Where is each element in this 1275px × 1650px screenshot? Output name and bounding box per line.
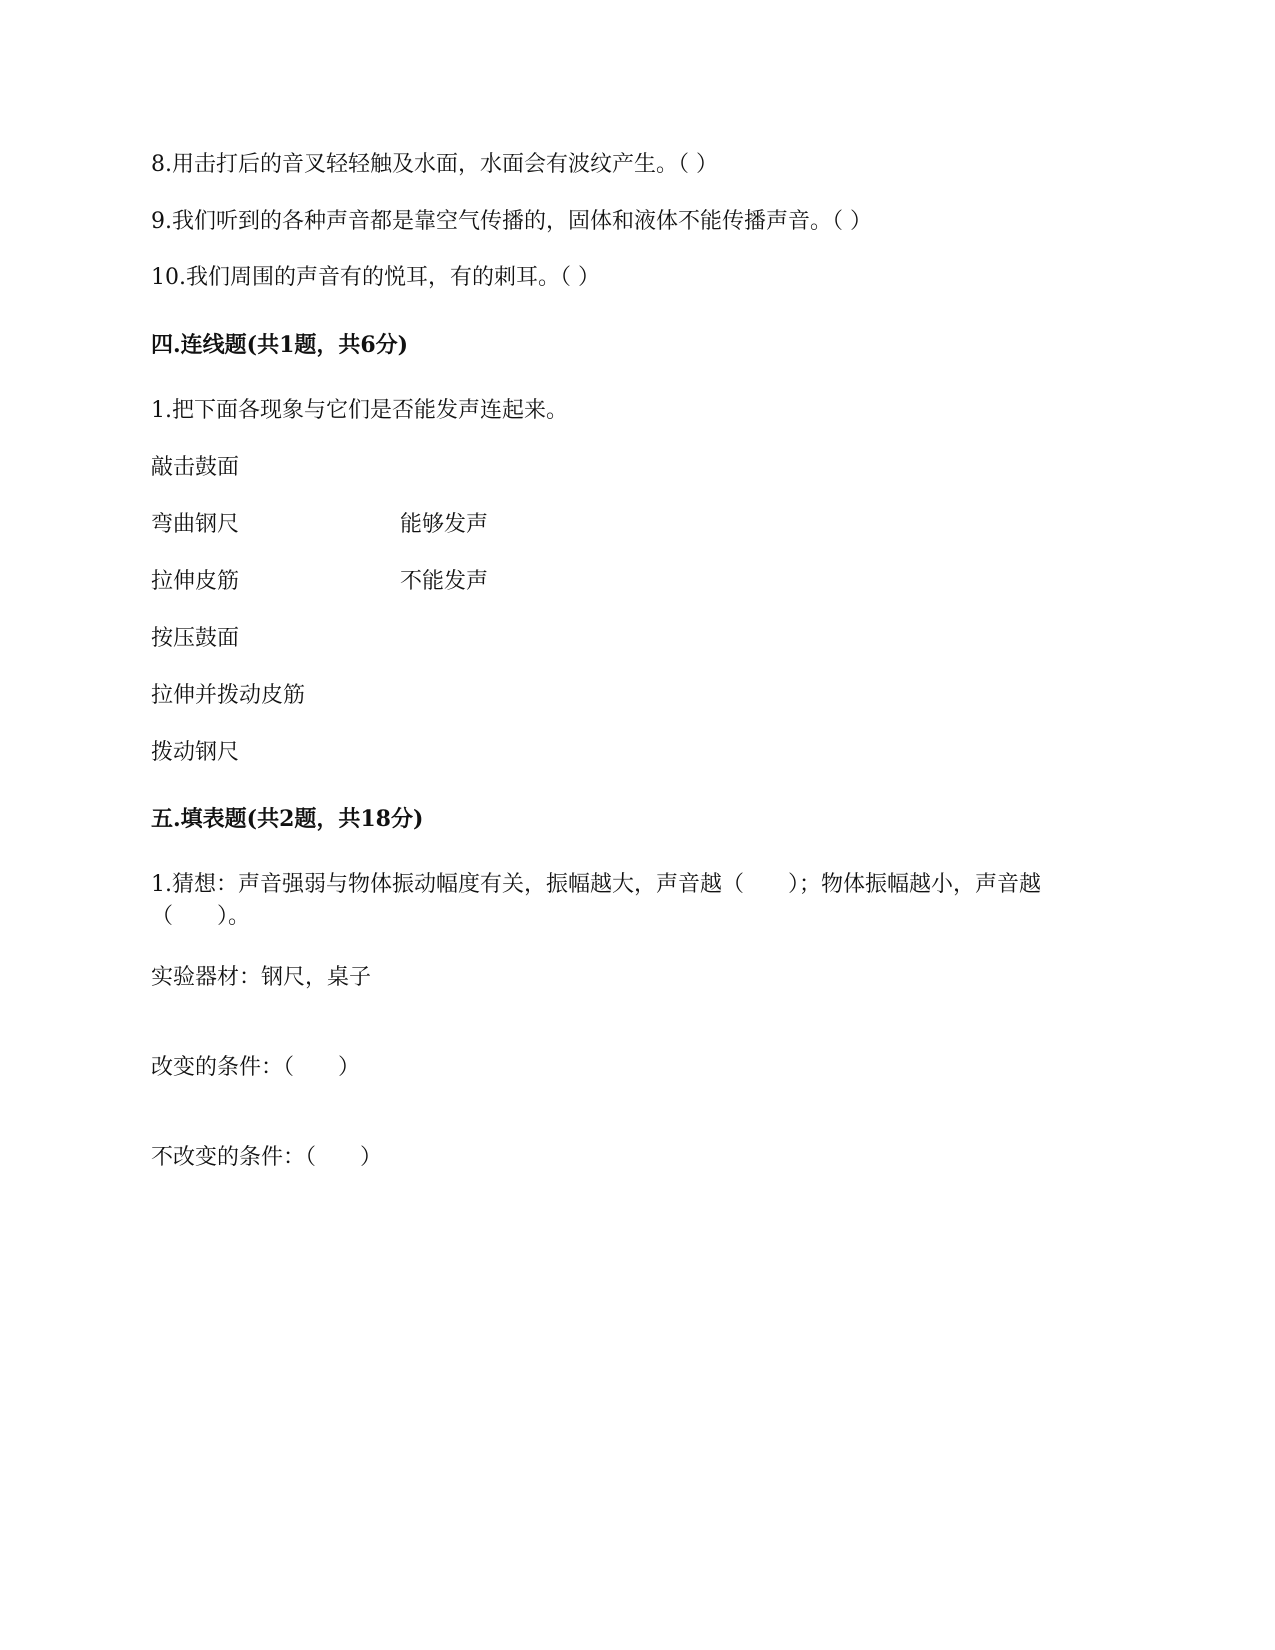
question-10: 10.我们周围的声音有的悦耳，有的刺耳。（ ） [151,265,600,290]
question-9: 9.我们听到的各种声音都是靠空气传播的，固体和液体不能传播声音。（ ） [151,209,872,234]
matching-left-item: 弯曲钢尺 [151,512,240,537]
matching-question: 1.把下面各现象与它们是否能发声连起来。 [151,398,568,423]
matching-right-item: 能够发声 [400,512,489,537]
materials-line: 实验器材：钢尺，桌子 [151,965,372,990]
changed-condition-line: 改变的条件：（ ） [151,1055,361,1080]
matching-right-item: 不能发声 [400,569,489,594]
matching-left-item: 拉伸并拨动皮筋 [151,683,306,708]
unchanged-condition-line: 不改变的条件：（ ） [151,1145,383,1170]
section-4-heading: 四.连线题(共1题，共6分) [151,332,409,358]
matching-left-item: 拉伸皮筋 [151,569,240,594]
matching-left-item: 拨动钢尺 [151,740,240,765]
matching-left-item: 敲击鼓面 [151,455,240,480]
question-8: 8.用击打后的音叉轻轻触及水面，水面会有波纹产生。（ ） [151,152,718,177]
matching-left-item: 按压鼓面 [151,626,240,651]
section-5-heading: 五.填表题(共2题，共18分) [151,806,424,832]
hypothesis-question: 1.猜想：声音强弱与物体振动幅度有关，振幅越大，声音越（ ）；物体振幅越小，声音越（ ）。 [151,872,1041,929]
